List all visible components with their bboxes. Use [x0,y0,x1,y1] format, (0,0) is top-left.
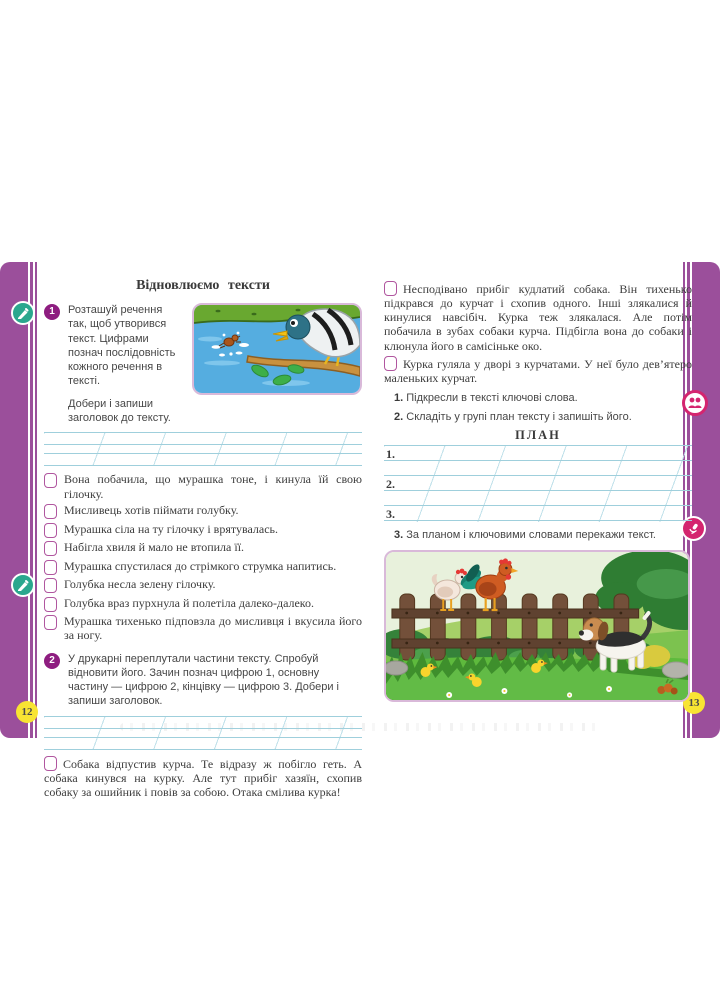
text-fragment: Собака відпустив курча. Те відразу ж побігло геть. А собака кинувся на курку. Але тут прибіг хазяїн, схопив собаку за ошийник і повів за собою. Отака смілива курка! [44,756,362,799]
page-number-right: 13 [683,692,705,714]
order-checkbox[interactable] [44,615,57,630]
sentence-item: Голубка враз пурхнула й полетіла далеко-далеко. [44,596,362,612]
order-checkbox[interactable] [44,473,57,488]
page-number-left: 12 [16,701,38,723]
sentence-item: Мурашка сіла на ту гілочку і врятувалась. [44,522,362,538]
left-page [44,278,362,802]
exercise-instruction: У друкарні переплутали частини тексту. Спробуй відновити його. Зачин познач цифрою 1, основну частину — цифрою 2, кінцівку — цифрою 3. Добери і запиши заголовок. [68,652,339,708]
exercise-1 [44,303,362,425]
plan-number: 1. [386,447,395,462]
pen-icon [11,573,35,597]
subtask-2: 2. Складіть у групі план тексту і запишіть його. [394,411,632,424]
farm-illustration [384,550,690,702]
order-checkbox[interactable] [44,523,57,538]
subtask-3: 3. За планом і ключовими словами перекажи текст. [394,529,656,542]
handwriting-lines[interactable] [44,432,362,466]
exercise-number-badge: 1 [44,304,60,320]
dove-and-ant-illustration [192,303,362,395]
order-checkbox[interactable] [384,281,397,296]
plan-writing-lines[interactable] [384,445,692,522]
sentence-item: Набігла хвиля й мало не втопила її. [44,540,362,556]
sentence-item: Мурашка тихенько підповзла до мисливця і вкусила його за ногу. [44,614,362,642]
plan-heading: ПЛАН [515,428,561,443]
handwriting-lines[interactable] [44,716,362,750]
pen-icon [11,301,35,325]
order-checkbox[interactable] [44,560,57,575]
text-fragment: Несподівано прибіг кудлатий собака. Він тихенько підкрався до курчат і схопив одного. Інші злякалися й кинулися навсібіч. Курка теж злякалася. Але потім побачила в зубах собаки курча. Підбігла вона до собаки і клюнула його в самісіньке око. [384,282,692,353]
order-checkbox[interactable] [44,504,57,519]
sentence-item: Мурашка спустилася до стрімкого струмка напитись. [44,559,362,575]
sentence-item: Мисливець хотів піймати голубку. [44,503,362,519]
plan-number: 2. [386,477,395,492]
order-checkbox[interactable] [44,597,57,612]
sentence-list [44,472,362,642]
exercise-instruction: Добери і запиши заголовок до тексту. [68,397,171,425]
plan-number: 3. [386,507,395,522]
exercise-instruction: Розташуй речення так, щоб утворився текст. Цифрами познач послідовність кожного речення в тексті. [68,304,176,388]
sentence-item: Голубка несла зелену гілочку. [44,577,362,593]
left-margin-strip [0,262,40,738]
sentence-item: Вона побачила, що мурашка тоне, і кинула їй свою гілочку. [44,472,362,500]
exercise-2 [44,652,362,709]
text-fragment: Курка гуляла у дворі з курчатами. У неї було дев’ятеро маленьких курчат. [384,356,692,385]
exercise-number-badge: 2 [44,653,60,669]
order-checkbox[interactable] [44,541,57,556]
order-checkbox[interactable] [44,578,57,593]
order-checkbox[interactable] [44,756,57,771]
order-checkbox[interactable] [384,356,397,371]
subtask-1: 1. Підкресли в тексті ключові слова. [394,392,578,405]
right-page [384,278,692,702]
page-title: Відновлюємо тексти [136,278,270,293]
